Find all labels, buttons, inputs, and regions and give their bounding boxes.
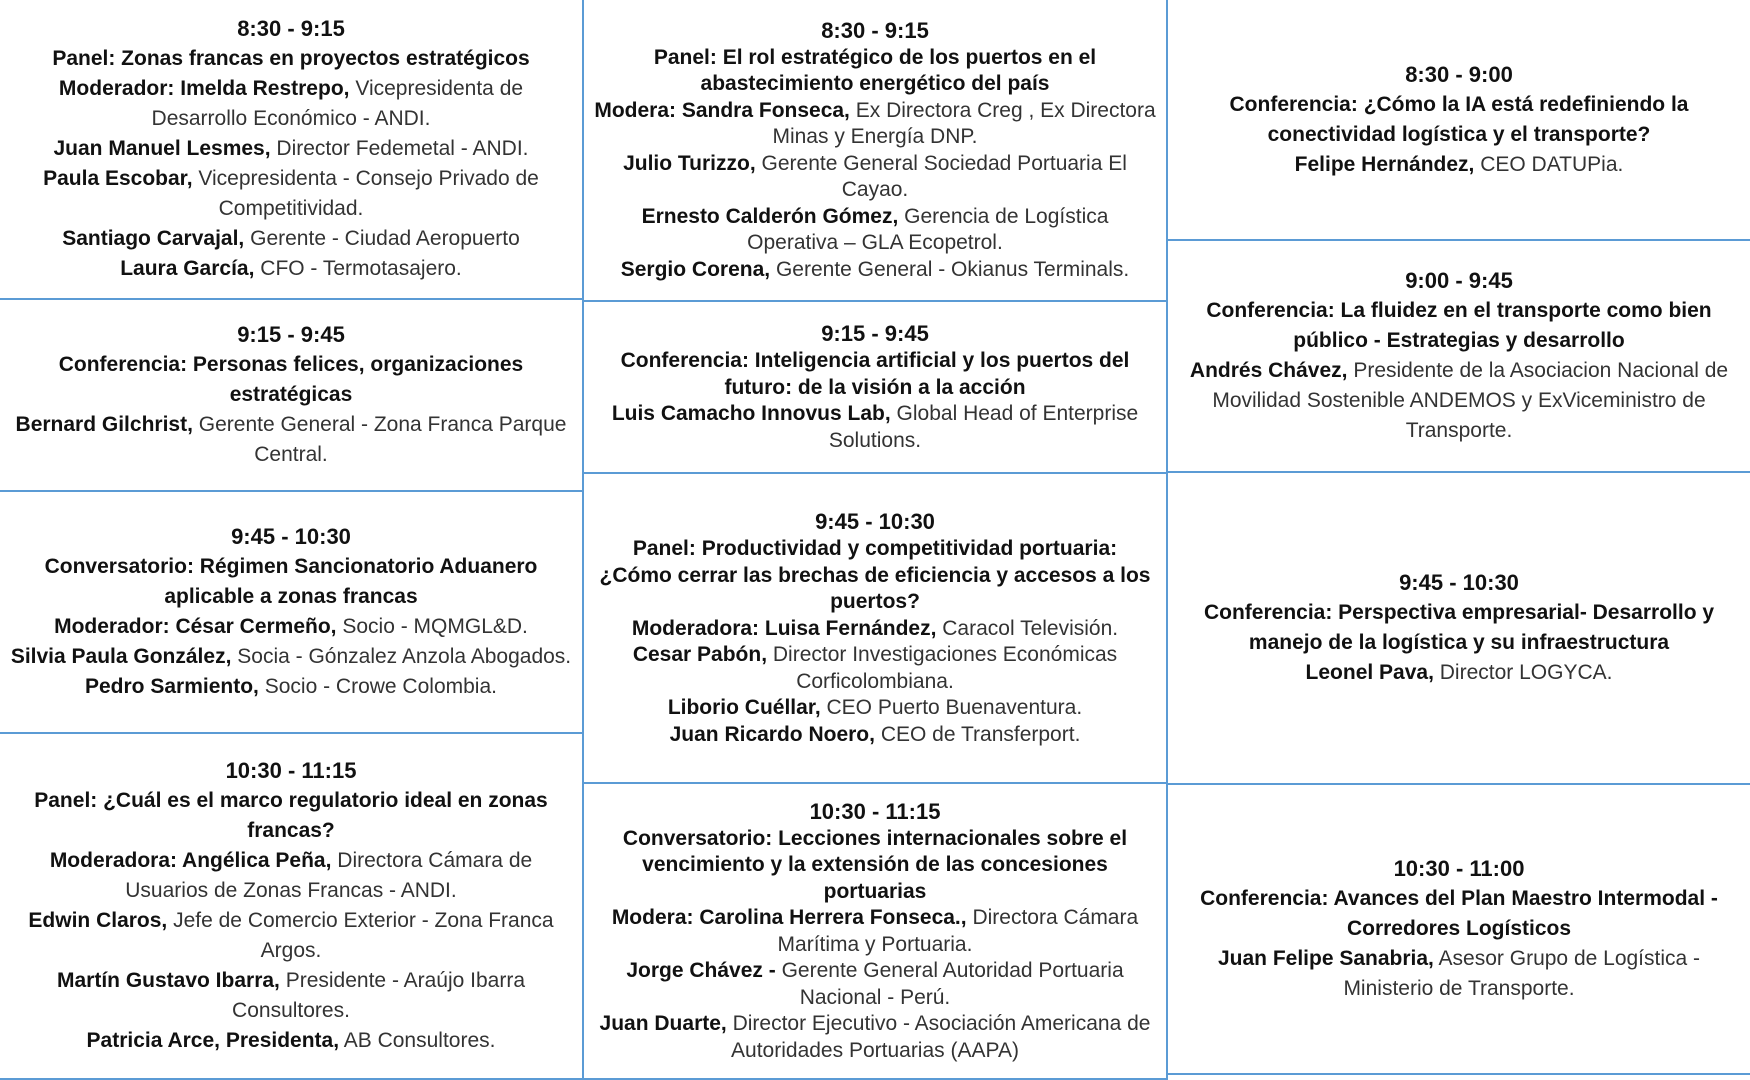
- session-title: Conferencia: La fluidez en el transporte como bien público - Estrategias y desarrollo: [1206, 299, 1712, 352]
- speaker-name: Jorge Chávez -: [626, 959, 776, 983]
- speaker-name: Pedro Sarmiento,: [85, 675, 259, 698]
- speaker-line: [10, 846, 572, 906]
- speaker-line: [1295, 150, 1624, 180]
- session-block: [584, 0, 1166, 302]
- speaker-line: [10, 906, 572, 966]
- session-time: 10:30 - 11:15: [809, 798, 941, 824]
- session-block: [584, 474, 1166, 784]
- session-time: 9:45 - 10:30: [815, 509, 935, 534]
- speaker-name: Luis Camacho Innovus Lab,: [611, 402, 891, 425]
- speaker-role: CFO - Termotasajero.: [254, 257, 462, 280]
- session-title: Conferencia: Personas felices, organizaciones estratégicas: [58, 353, 524, 406]
- speaker-role: Directora Cámara de Usuarios de Zonas Francas - ANDI.: [125, 849, 533, 902]
- speaker-line: [10, 966, 572, 1026]
- agenda-column-2: [584, 0, 1168, 1080]
- session-title: Conversatorio: Lecciones internacionales sobre el vencimiento y la extensión de las concesiones portuarias: [622, 826, 1128, 903]
- session-block: [1168, 241, 1750, 473]
- speaker-role: Asesor Grupo de Logística - Ministerio de Transporte.: [1343, 947, 1701, 1000]
- speaker-role: CEO DATUPia.: [1474, 152, 1624, 176]
- speaker-role: Directora Cámara Marítima y Portuaria.: [777, 906, 1139, 956]
- speaker-line: [1178, 356, 1740, 446]
- speaker-role: AB Consultores.: [339, 1029, 496, 1052]
- speaker-role: Gerente General Autoridad Portuaria Nacional - Perú.: [775, 959, 1124, 1009]
- speaker-name: Moderador: César Cermeño,: [54, 615, 337, 638]
- session-time: 9:15 - 9:45: [237, 322, 345, 347]
- speaker-line: [54, 134, 529, 164]
- speaker-name: Martín Gustavo Ibarra,: [56, 969, 280, 992]
- speaker-line: [632, 616, 1118, 643]
- session-time: 9:45 - 10:30: [231, 524, 351, 549]
- session-time: 8:30 - 9:15: [237, 16, 345, 41]
- session-time: 9:00 - 9:45: [1405, 268, 1513, 293]
- speaker-role: Socia - Gónzalez Anzola Abogados.: [231, 645, 572, 668]
- speaker-line: [1178, 944, 1740, 1004]
- speaker-line: [594, 1011, 1156, 1064]
- speaker-name: Felipe Hernández,: [1294, 152, 1475, 176]
- session-time: 8:30 - 9:15: [821, 17, 929, 43]
- session-time: 10:30 - 11:00: [1393, 856, 1525, 881]
- session-block: [584, 784, 1166, 1080]
- speaker-line: [10, 164, 572, 224]
- speaker-line: [621, 257, 1129, 284]
- speaker-role: Director Fedemetal - ANDI.: [270, 137, 529, 160]
- speaker-line: [594, 98, 1156, 151]
- agenda-column-1: [0, 0, 584, 1080]
- speaker-role: Director LOGYCA.: [1433, 661, 1613, 684]
- session-title: Conferencia: Perspectiva empresarial- Desarrollo y manejo de la logística y su infraestructura: [1203, 601, 1715, 654]
- speaker-line: [87, 1026, 496, 1056]
- speaker-role: Vicepresidenta de Desarrollo Económico - ANDI.: [151, 77, 524, 130]
- session-block: [1168, 473, 1750, 785]
- session-block: [0, 492, 582, 734]
- speaker-line: [594, 401, 1156, 454]
- session-time: 8:30 - 9:00: [1405, 61, 1513, 87]
- session-title: Panel: ¿Cuál es el marco regulatorio ideal en zonas francas?: [34, 789, 548, 842]
- agenda-column-3: [1168, 0, 1750, 1080]
- speaker-name: Sergio Corena,: [620, 257, 771, 281]
- session-title: Conversatorio: Régimen Sancionatorio Aduanero aplicable a zonas francas: [44, 555, 538, 608]
- speaker-role: Presidente - Araújo Ibarra Consultores.: [232, 969, 526, 1022]
- speaker-name: Andrés Chávez,: [1189, 359, 1348, 382]
- session-block: [0, 0, 582, 300]
- session-time: 9:15 - 9:45: [821, 321, 929, 346]
- speaker-line: [120, 254, 462, 284]
- speaker-name: Moderadora: Angélica Peña,: [49, 849, 332, 872]
- speaker-role: Gerente General Sociedad Portuaria El Cayao.: [755, 151, 1127, 202]
- speaker-line: [1306, 658, 1613, 688]
- speaker-name: Laura García,: [120, 257, 255, 280]
- speaker-role: Gerente General - Okianus Terminals.: [770, 257, 1130, 281]
- speaker-line: [10, 410, 572, 470]
- speaker-role: Gerencia de Logística Operativa – GLA Ecopetrol.: [747, 204, 1109, 255]
- speaker-name: Santiago Carvajal,: [62, 227, 245, 250]
- session-title: Panel: Zonas francas en proyectos estratégicos: [52, 47, 530, 70]
- speaker-name: Silvia Paula González,: [10, 645, 232, 668]
- speaker-name: Cesar Pabón,: [632, 643, 768, 666]
- speaker-name: Bernard Gilchrist,: [15, 413, 193, 436]
- speaker-name: Edwin Claros,: [28, 909, 168, 932]
- speaker-name: Juan Duarte,: [599, 1012, 727, 1036]
- speaker-role: Director Investigaciones Económicas Corficolombiana.: [767, 643, 1118, 693]
- speaker-line: [594, 642, 1156, 695]
- speaker-name: Juan Manuel Lesmes,: [53, 137, 271, 160]
- session-block: [0, 734, 582, 1080]
- speaker-name: Julio Turizzo,: [623, 151, 756, 175]
- speaker-role: Global Head of Enterprise Solutions.: [828, 402, 1139, 452]
- speaker-line: [670, 722, 1081, 749]
- speaker-line: [85, 672, 497, 702]
- session-title: Conferencia: ¿Cómo la IA está redefiniendo la conectividad logística y el transporte?: [1229, 92, 1689, 146]
- speaker-role: Socio - MQMGL&D.: [336, 615, 528, 638]
- speaker-line: [54, 612, 528, 642]
- speaker-name: Paula Escobar,: [43, 167, 193, 190]
- session-title: Panel: El rol estratégico de los puertos en el abastecimiento energético del país: [653, 45, 1097, 96]
- session-title: Conferencia: Inteligencia artificial y los puertos del futuro: de la visión a la acción: [620, 349, 1130, 399]
- session-block: [584, 302, 1166, 474]
- speaker-name: Juan Ricardo Noero,: [669, 722, 875, 746]
- session-title: Panel: Productividad y competitividad portuaria: ¿Cómo cerrar las brechas de eficiencia y accesos a los puertos?: [599, 537, 1151, 613]
- speaker-line: [11, 642, 571, 672]
- session-time: 9:45 - 10:30: [1399, 570, 1519, 595]
- speaker-name: Modera: Sandra Fonseca,: [594, 98, 850, 122]
- speaker-role: CEO Puerto Buenaventura.: [820, 696, 1083, 719]
- speaker-role: Vicepresidenta - Consejo Privado de Competitividad.: [192, 167, 539, 220]
- speaker-role: Gerente - Ciudad Aeropuerto: [244, 227, 520, 250]
- speaker-line: [594, 204, 1156, 257]
- speaker-role: Gerente General - Zona Franca Parque Central.: [192, 413, 567, 466]
- session-block: [1168, 785, 1750, 1075]
- speaker-role: Jefe de Comercio Exterior - Zona Franca Argos.: [167, 909, 554, 962]
- speaker-role: Director Ejecutivo - Asociación Americana de Autoridades Portuarias (AAPA): [726, 1012, 1151, 1062]
- speaker-role: Socio - Crowe Colombia.: [258, 675, 497, 698]
- session-block: [0, 300, 582, 492]
- session-title: Conferencia: Avances del Plan Maestro Intermodal - Corredores Logísticos: [1200, 887, 1718, 940]
- speaker-role: CEO de Transferport.: [874, 722, 1081, 746]
- session-time: 10:30 - 11:15: [225, 758, 357, 783]
- speaker-name: Moderadora: Luisa Fernández,: [631, 616, 937, 640]
- speaker-name: Patricia Arce, Presidenta,: [86, 1029, 340, 1052]
- speaker-name: Ernesto Calderón Gómez,: [641, 204, 899, 228]
- speaker-role: Caracol Televisión.: [936, 616, 1119, 640]
- speaker-line: [10, 74, 572, 134]
- speaker-name: Juan Felipe Sanabria,: [1217, 947, 1434, 970]
- speaker-line: [594, 958, 1156, 1011]
- speaker-line: [668, 695, 1082, 722]
- speaker-name: Moderador: Imelda Restrepo,: [58, 77, 350, 100]
- speaker-name: Leonel Pava,: [1305, 661, 1434, 684]
- speaker-line: [594, 905, 1156, 958]
- speaker-name: Modera: Carolina Herrera Fonseca.,: [611, 906, 967, 930]
- speaker-role: Ex Directora Creg , Ex Directora Minas y Energía DNP.: [772, 98, 1156, 149]
- speaker-role: Presidente de la Asociacion Nacional de Movilidad Sostenible ANDEMOS y ExViceministro de Transporte.: [1212, 359, 1729, 442]
- speaker-line: [594, 151, 1156, 204]
- session-block: [1168, 0, 1750, 241]
- speaker-name: Liborio Cuéllar,: [667, 696, 821, 719]
- speaker-line: [62, 224, 520, 254]
